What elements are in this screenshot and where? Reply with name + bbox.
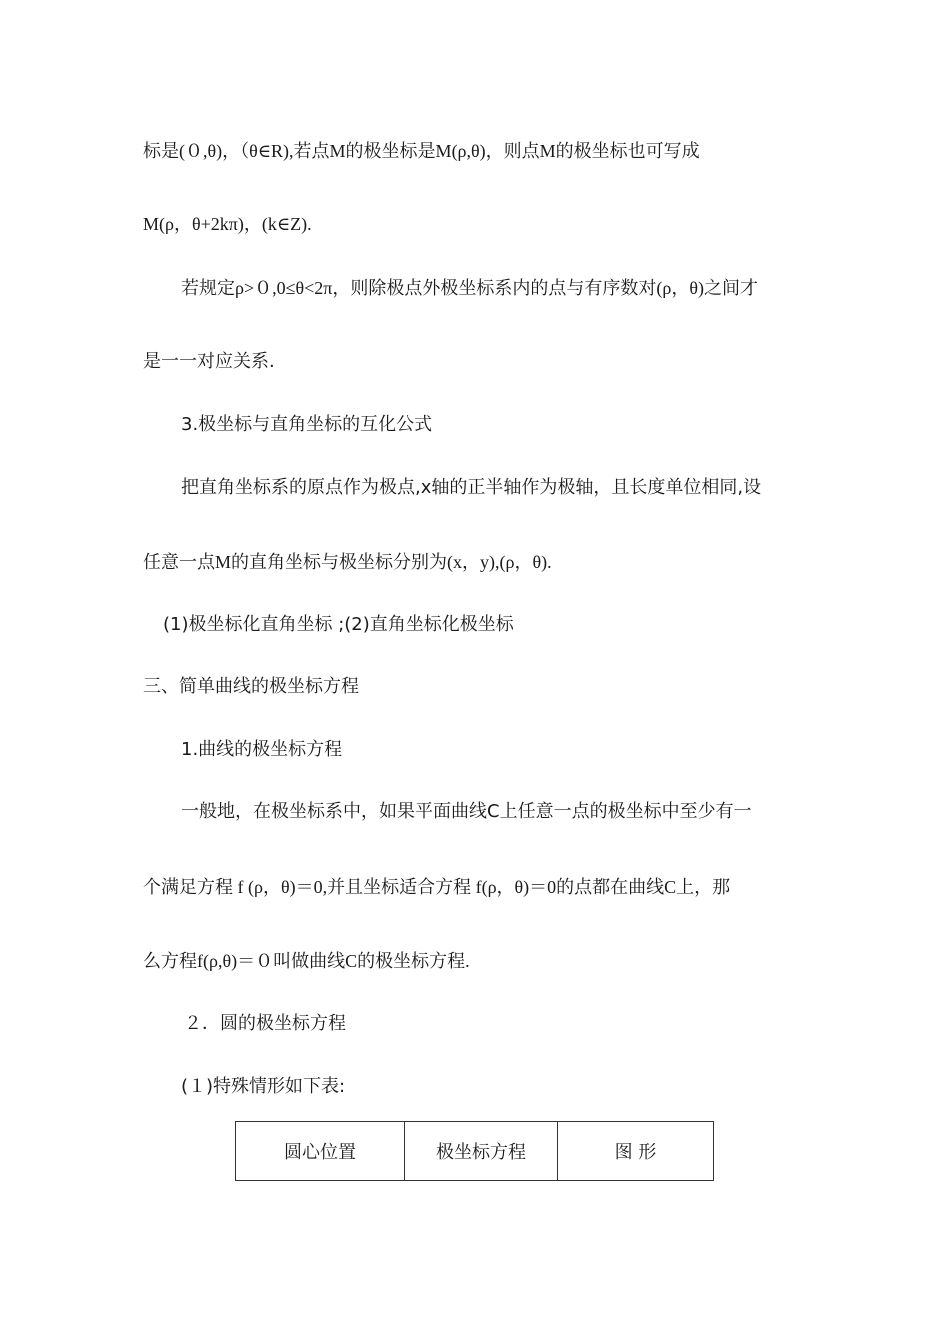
section-heading-three: 三、简单曲线的极坐标方程 [143, 676, 359, 697]
text-line-12: 个满足方程 f (ρ，θ)＝0,并且坐标适合方程 f(ρ，θ)＝0的点都在曲线C上，那 [143, 877, 731, 897]
text-line-15: (１)特殊情形如下表: [181, 1076, 346, 1097]
text-line-3: 若规定ρ>０,0≤θ<2π，则除极点外极坐标系内的点与有序数对(ρ，θ)之间才 [181, 278, 758, 298]
text-line-13: 么方程f(ρ,θ)＝０叫做曲线C的极坐标方程. [143, 951, 470, 971]
table-header-row [236, 1122, 714, 1181]
text-line-11: 一般地，在极坐标系中，如果平面曲线C上任意一点的极坐标中至少有一 [181, 801, 752, 822]
subsection-heading-3: 3.极坐标与直角坐标的互化公式 [181, 414, 433, 435]
text-line-8: (1)极坐标化直角坐标 ;(2)直角坐标化极坐标 [163, 614, 514, 635]
subsection-heading-1: 1.曲线的极坐标方程 [181, 739, 343, 760]
table-header-cell: 极坐标方程 [405, 1122, 558, 1181]
text-line-7: 任意一点M的直角坐标与极坐标分别为(x，y),(ρ，θ). [143, 552, 552, 572]
text-line-1: 标是(０,θ)，（θ∈R),若点M的极坐标是M(ρ,θ)，则点M的极坐标也可写成 [143, 141, 700, 161]
text-line-6: 把直角坐标系的原点作为极点,x轴的正半轴作为极轴，且长度单位相同,设 [181, 477, 762, 498]
text-line-2: M(ρ，θ+2kπ)，(k∈Z). [143, 214, 312, 234]
circle-equation-table [235, 1121, 714, 1181]
text-line-4: 是一一对应关系. [143, 351, 275, 372]
table-header-cell: 图 形 [558, 1122, 714, 1181]
table-header-cell: 圆心位置 [236, 1122, 405, 1181]
subsection-heading-2: ２．圆的极坐标方程 [184, 1013, 346, 1034]
